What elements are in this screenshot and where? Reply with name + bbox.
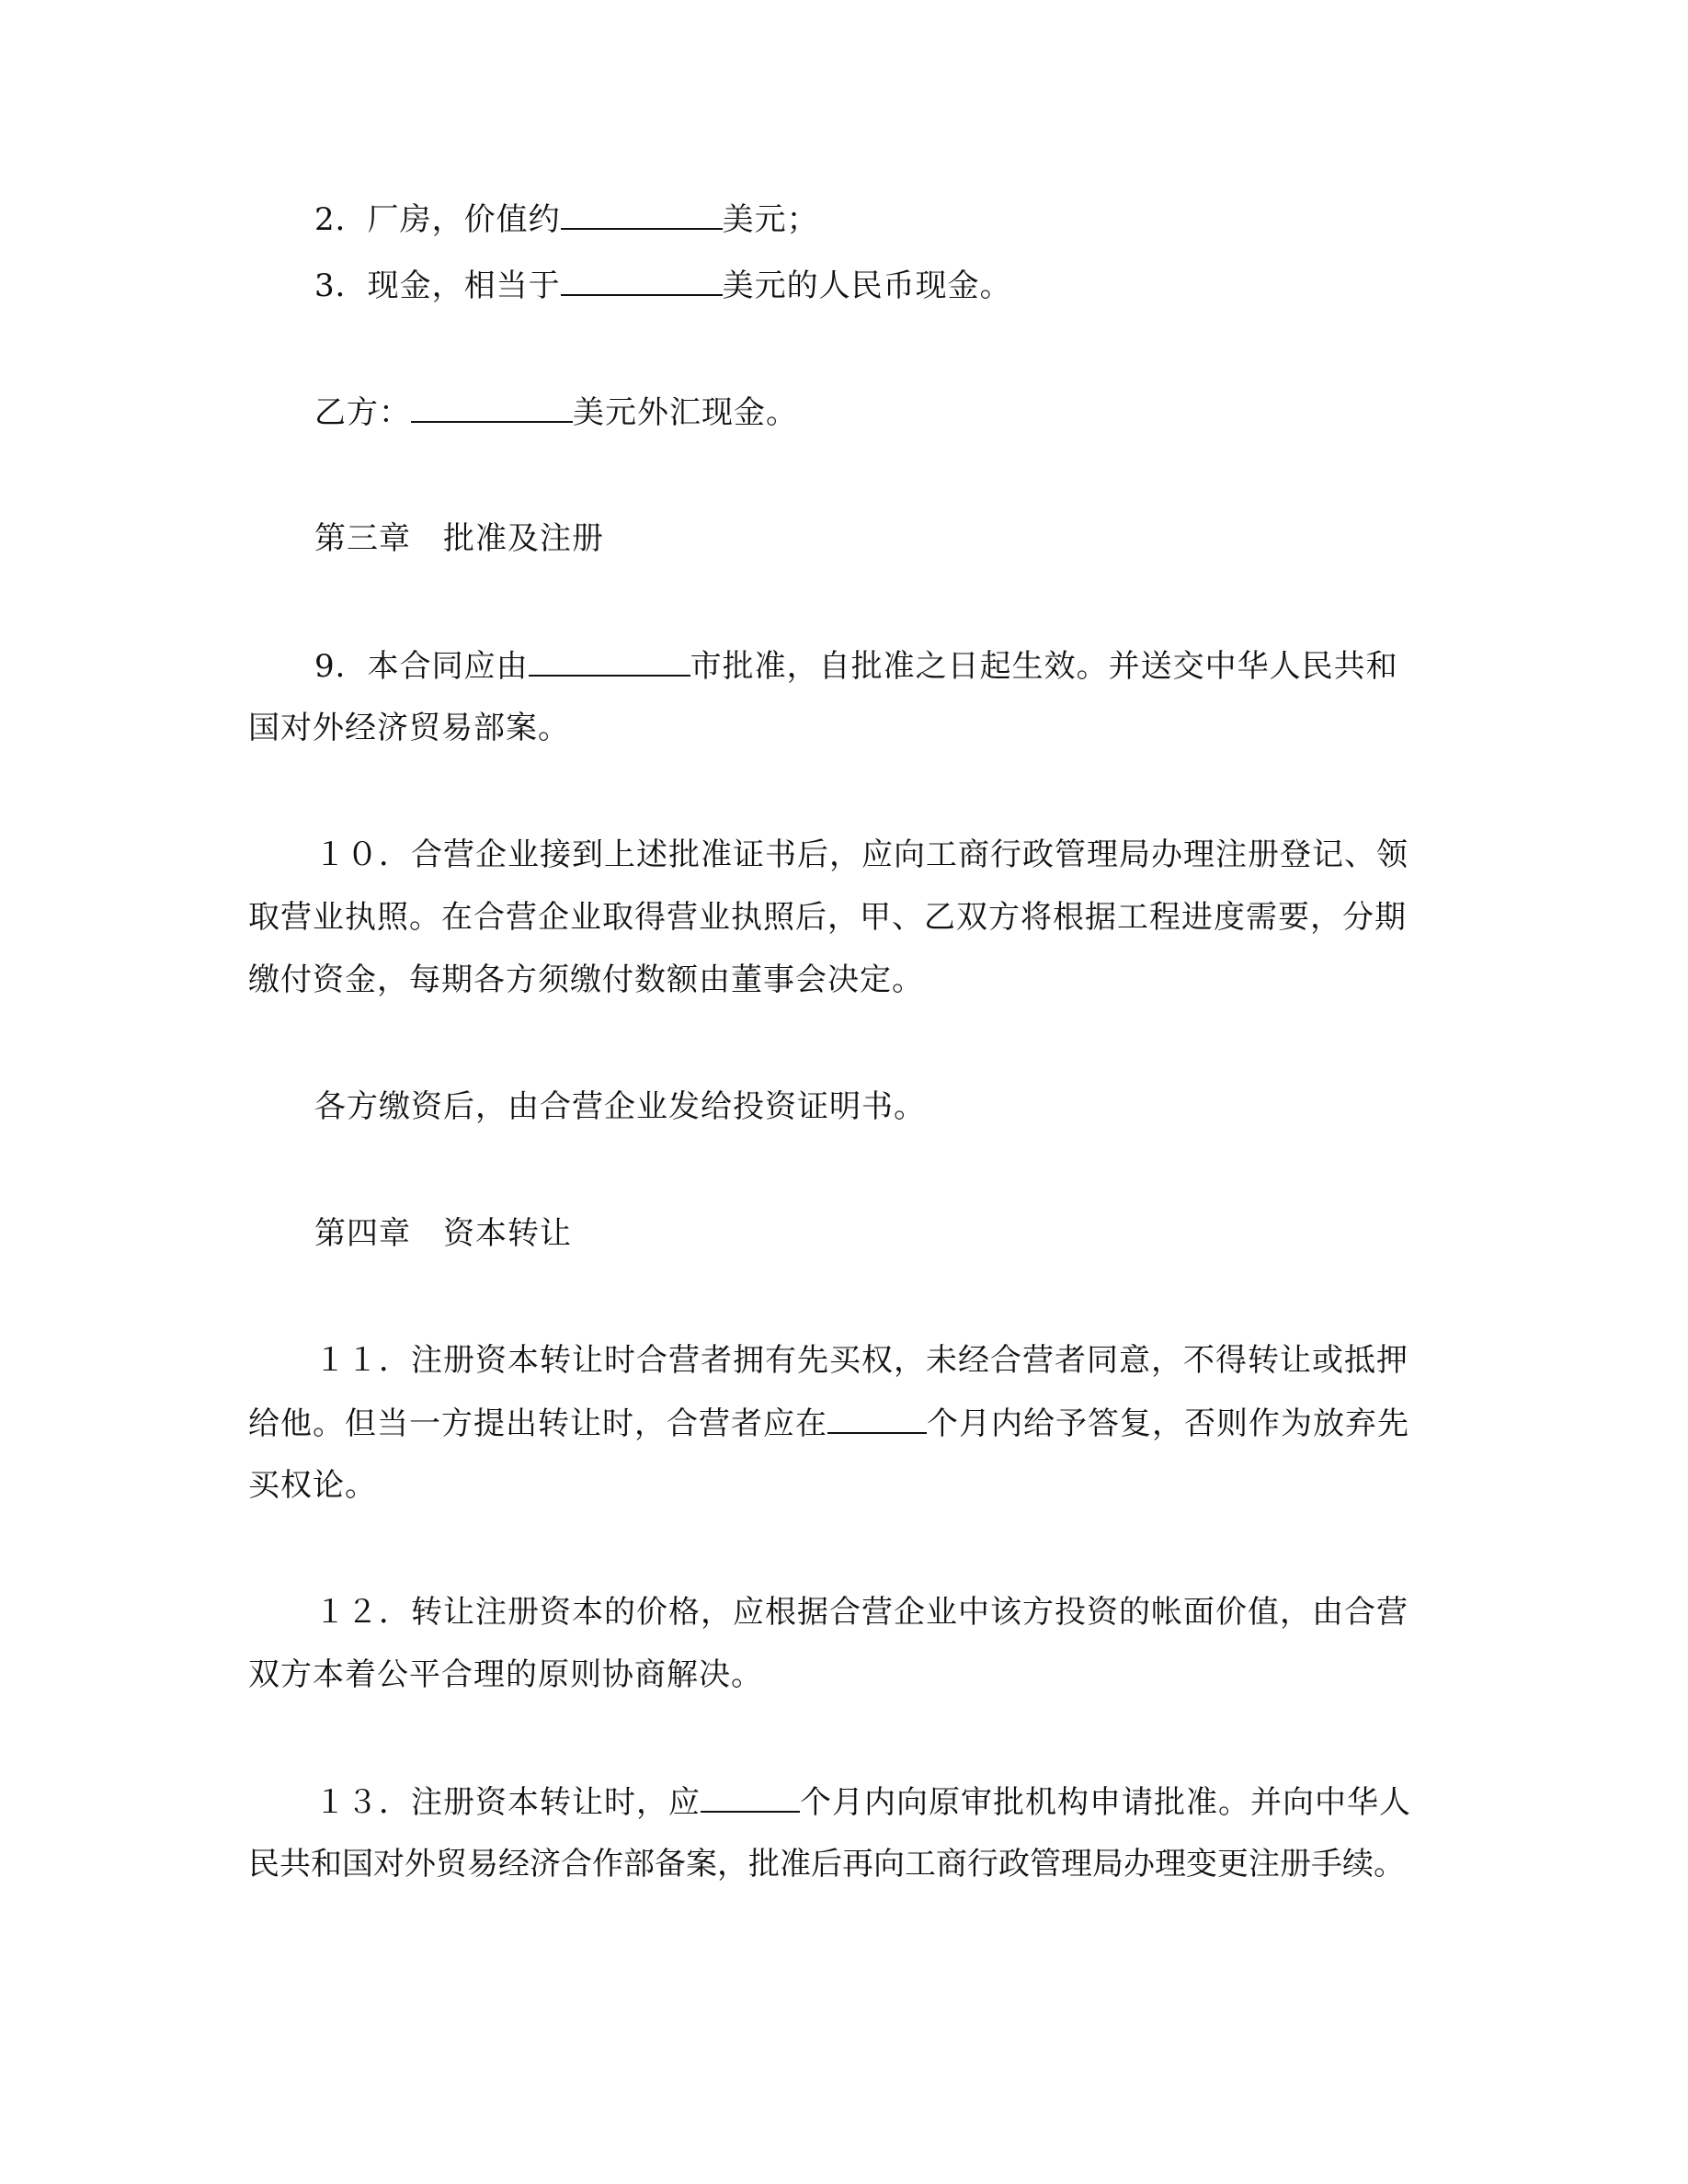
item-3-text: 3．现金，相当于 [314,267,561,304]
clause-13-text-b: 个月内向原审批机构申请批准。并向中华人 [800,1784,1411,1821]
fill-blank [561,267,723,296]
clause-11-line-3: 买权论。 [248,1467,377,1504]
item-3-unit: 美元的人民币现金。 [722,267,1012,304]
fill-blank [701,1783,800,1813]
fill-blank [411,393,573,423]
clause-12-line-2: 双方本着公平合理的原则协商解决。 [248,1656,763,1693]
party-b-text: 美元外汇现金。 [573,394,798,431]
clause-10-paragraph-2: 各方缴资后，由合营企业发给投资证明书。 [314,1088,926,1125]
fill-blank [561,200,723,230]
clause-10-line-2: 取营业执照。在合营企业取得营业执照后，甲、乙双方将根据工程进度需要，分期 [248,899,1407,936]
clause-13-text-a: １３．注册资本转让时，应 [314,1784,701,1821]
clause-10-line-3: 缴付资金，每期各方须缴付数额由董事会决定。 [248,961,924,998]
clause-13-line-1 [314,1783,1411,1821]
clause-9-line-1 [314,647,1398,685]
clause-11-line-2 [248,1405,1409,1442]
clause-13-line-2: 民共和国对外贸易经济合作部备案，批准后再向工商行政管理局办理变更注册手续。 [248,1846,1405,1883]
clause-12-line-1: １２．转让注册资本的价格，应根据合营企业中该方投资的帐面价值，由合营 [314,1594,1409,1631]
clause-11-text-b: 个月内给予答复，否则作为放弃先 [927,1405,1409,1442]
chapter-4-heading: 第四章 资本转让 [314,1215,572,1252]
item-3-cash [314,267,1012,304]
clause-11-text-a: 给他。但当一方提出转让时，合营者应在 [248,1405,827,1442]
item-2-unit: 美元； [722,201,819,238]
clause-9-text-b: 市批准，自批准之日起生效。并送交中华人民共和 [690,648,1398,685]
party-b-label: 乙方： [314,394,411,431]
clause-11-line-1: １１．注册资本转让时合营者拥有先买权，未经合营者同意，不得转让或抵押 [314,1342,1409,1379]
clause-10-line-1: １０．合营企业接到上述批准证书后，应向工商行政管理局办理注册登记、领 [314,836,1409,873]
chapter-3-heading: 第三章 批准及注册 [314,520,604,557]
party-b-contribution [314,393,798,431]
clause-9-line-2: 国对外经济贸易部案。 [248,710,570,746]
item-2-text: 2．厂房，价值约 [314,201,561,238]
item-2-factory [314,200,819,238]
fill-blank [529,647,690,677]
fill-blank [827,1405,927,1434]
clause-9-text-a: 9．本合同应由 [314,648,529,685]
